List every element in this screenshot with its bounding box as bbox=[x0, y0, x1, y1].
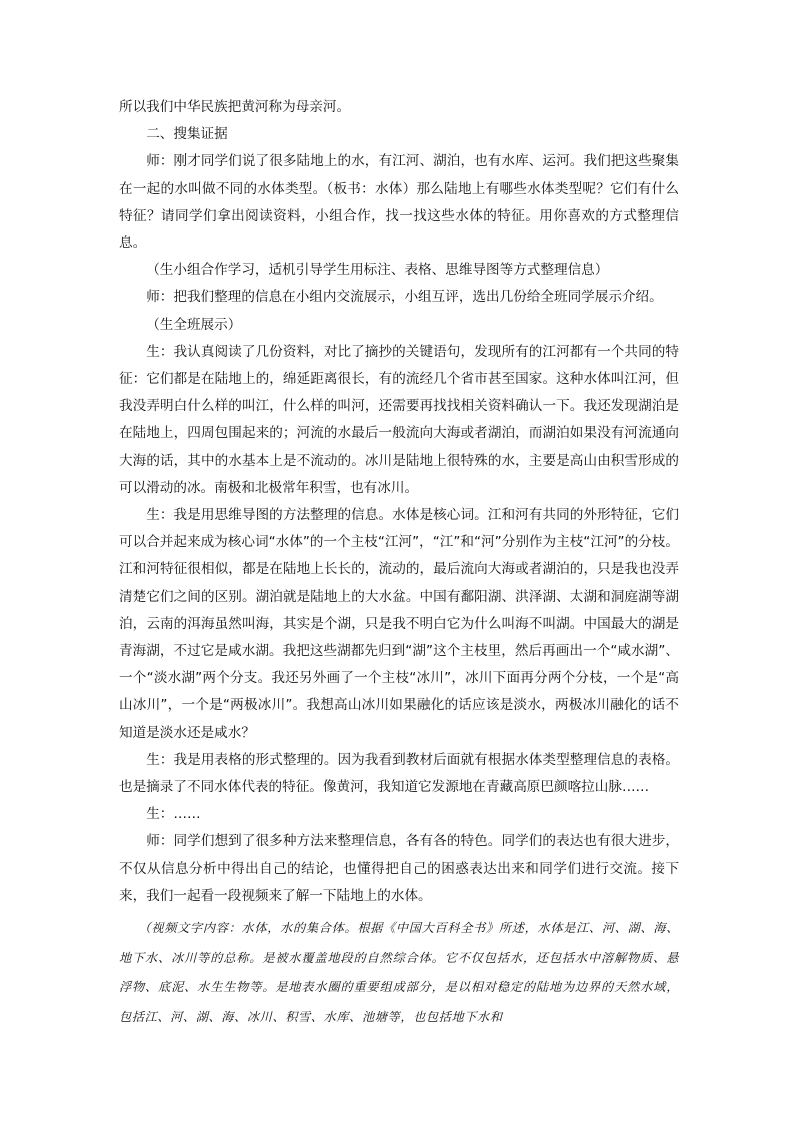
paragraph-student-more: 生：…… bbox=[146, 806, 201, 823]
paragraph-student-table: 生：我是用表格的形式整理的。因为我看到教材后面就有根据水体类型整理信息的表格。也是摘录了不同水体代表的特征。像黄河，我知道它发源地在青藏高原巴颜喀拉山脉…… bbox=[119, 751, 679, 796]
paragraph-intro-end: 所以我们中华民族把黄河称为母亲河。 bbox=[119, 99, 351, 115]
paragraph-student-mindmap: 生：我是用思维导图的方法整理的信息。水体是核心词。江和河有共同的外形特征，它们可以合并起来成为核心词“水体”的一个主枝“江河”，“江”和“河”分别作为主枝“江河”的分枝。江和河特征很相似，都是在陆地上长长的，流动的，最后流向大海或者湖泊的，只是我也没弄清楚它们之间的区别。湖泊就是陆地上的大水盆。中国有鄱阳湖、洪泽湖、太湖和洞庭湖等湖泊，云南的洱海虽然叫海，其实是个湖，只是我不明白它为什么叫海不叫湖。中国最大的湖是青海湖，不过它是咸水湖。我把这些湖都先归到“湖”这个主枝里，然后再画出一个“咸水湖”、一个“淡水湖”两个分支。我还另外画了一个主枝“冰川”，冰川下面再分两个分枝，一个是“高山冰川”，一个是“两极冰川”。我想高山冰川如果融化的话应该是淡水，两极冰川融化的话不知道是淡水还是咸水？ bbox=[119, 507, 679, 741]
document-body bbox=[119, 94, 679, 1032]
paragraph-video-transcript: （视频文字内容：水体，水的集合体。根据《中国大百科全书》所述，水体是江、河、湖、海、地下水、冰川等的总称。是被水覆盖地段的自然综合体。它不仅包括水，还包括水中溶解物质、悬浮物、底泥、水生生物等。是地表水圈的重要组成部分，是以相对稳定的陆地为边界的天然水域，包括江、河、湖、海、冰川、积雪、水库、池塘等，也包括地下水和 bbox=[119, 921, 679, 1024]
paragraph-group-work-note: （生小组合作学习，适机引导学生用标注、表格、思维导图等方式整理信息） bbox=[146, 262, 609, 279]
paragraph-teacher-summary: 师：同学们想到了很多种方法来整理信息，各有各的特色。同学们的表达也有很大进步，不仅从信息分析中得出自己的结论，也懂得把自己的困惑表达出来和同学们进行交流。接下来，我们一起看一段视频来了解一下陆地上的水体。 bbox=[119, 833, 679, 904]
paragraph-teacher-question: 师：刚才同学们说了很多陆地上的水，有江河、湖泊，也有水库、运河。我们把这些聚集在一起的水叫做不同的水体类型。（板书：水体）那么陆地上有哪些水体类型呢？它们有什么特征？请同学们拿出阅读资料，小组合作，找一找这些水体的特征。用你喜欢的方式整理信息。 bbox=[119, 153, 679, 252]
paragraph-student-reading: 生：我认真阅读了几份资料，对比了摘抄的关键语句，发现所有的江河都有一个共同的特征：它们都是在陆地上的，绵延距离很长，有的流经几个省市甚至国家。这种水体叫江河，但我没弄明白什么样的叫江，什么样的叫河，还需要再找找相关资料确认一下。我还发现湖泊是在陆地上，四周包围起来的；河流的水最后一般流向大海或者湖泊，而湖泊如果没有河流通向大海的话，其中的水基本上是不流动的。冰川是陆地上很特殊的水，主要是高山由积雪形成的可以滑动的冰。南极和北极常年积雪，也有冰川。 bbox=[119, 343, 679, 496]
paragraph-teacher-instruction: 师：把我们整理的信息在小组内交流展示，小组互评，选出几份给全班同学展示介绍。 bbox=[146, 289, 663, 306]
paragraph-class-display-note: （生全班展示） bbox=[146, 316, 242, 333]
section-heading: 二、搜集证据 bbox=[146, 126, 228, 143]
